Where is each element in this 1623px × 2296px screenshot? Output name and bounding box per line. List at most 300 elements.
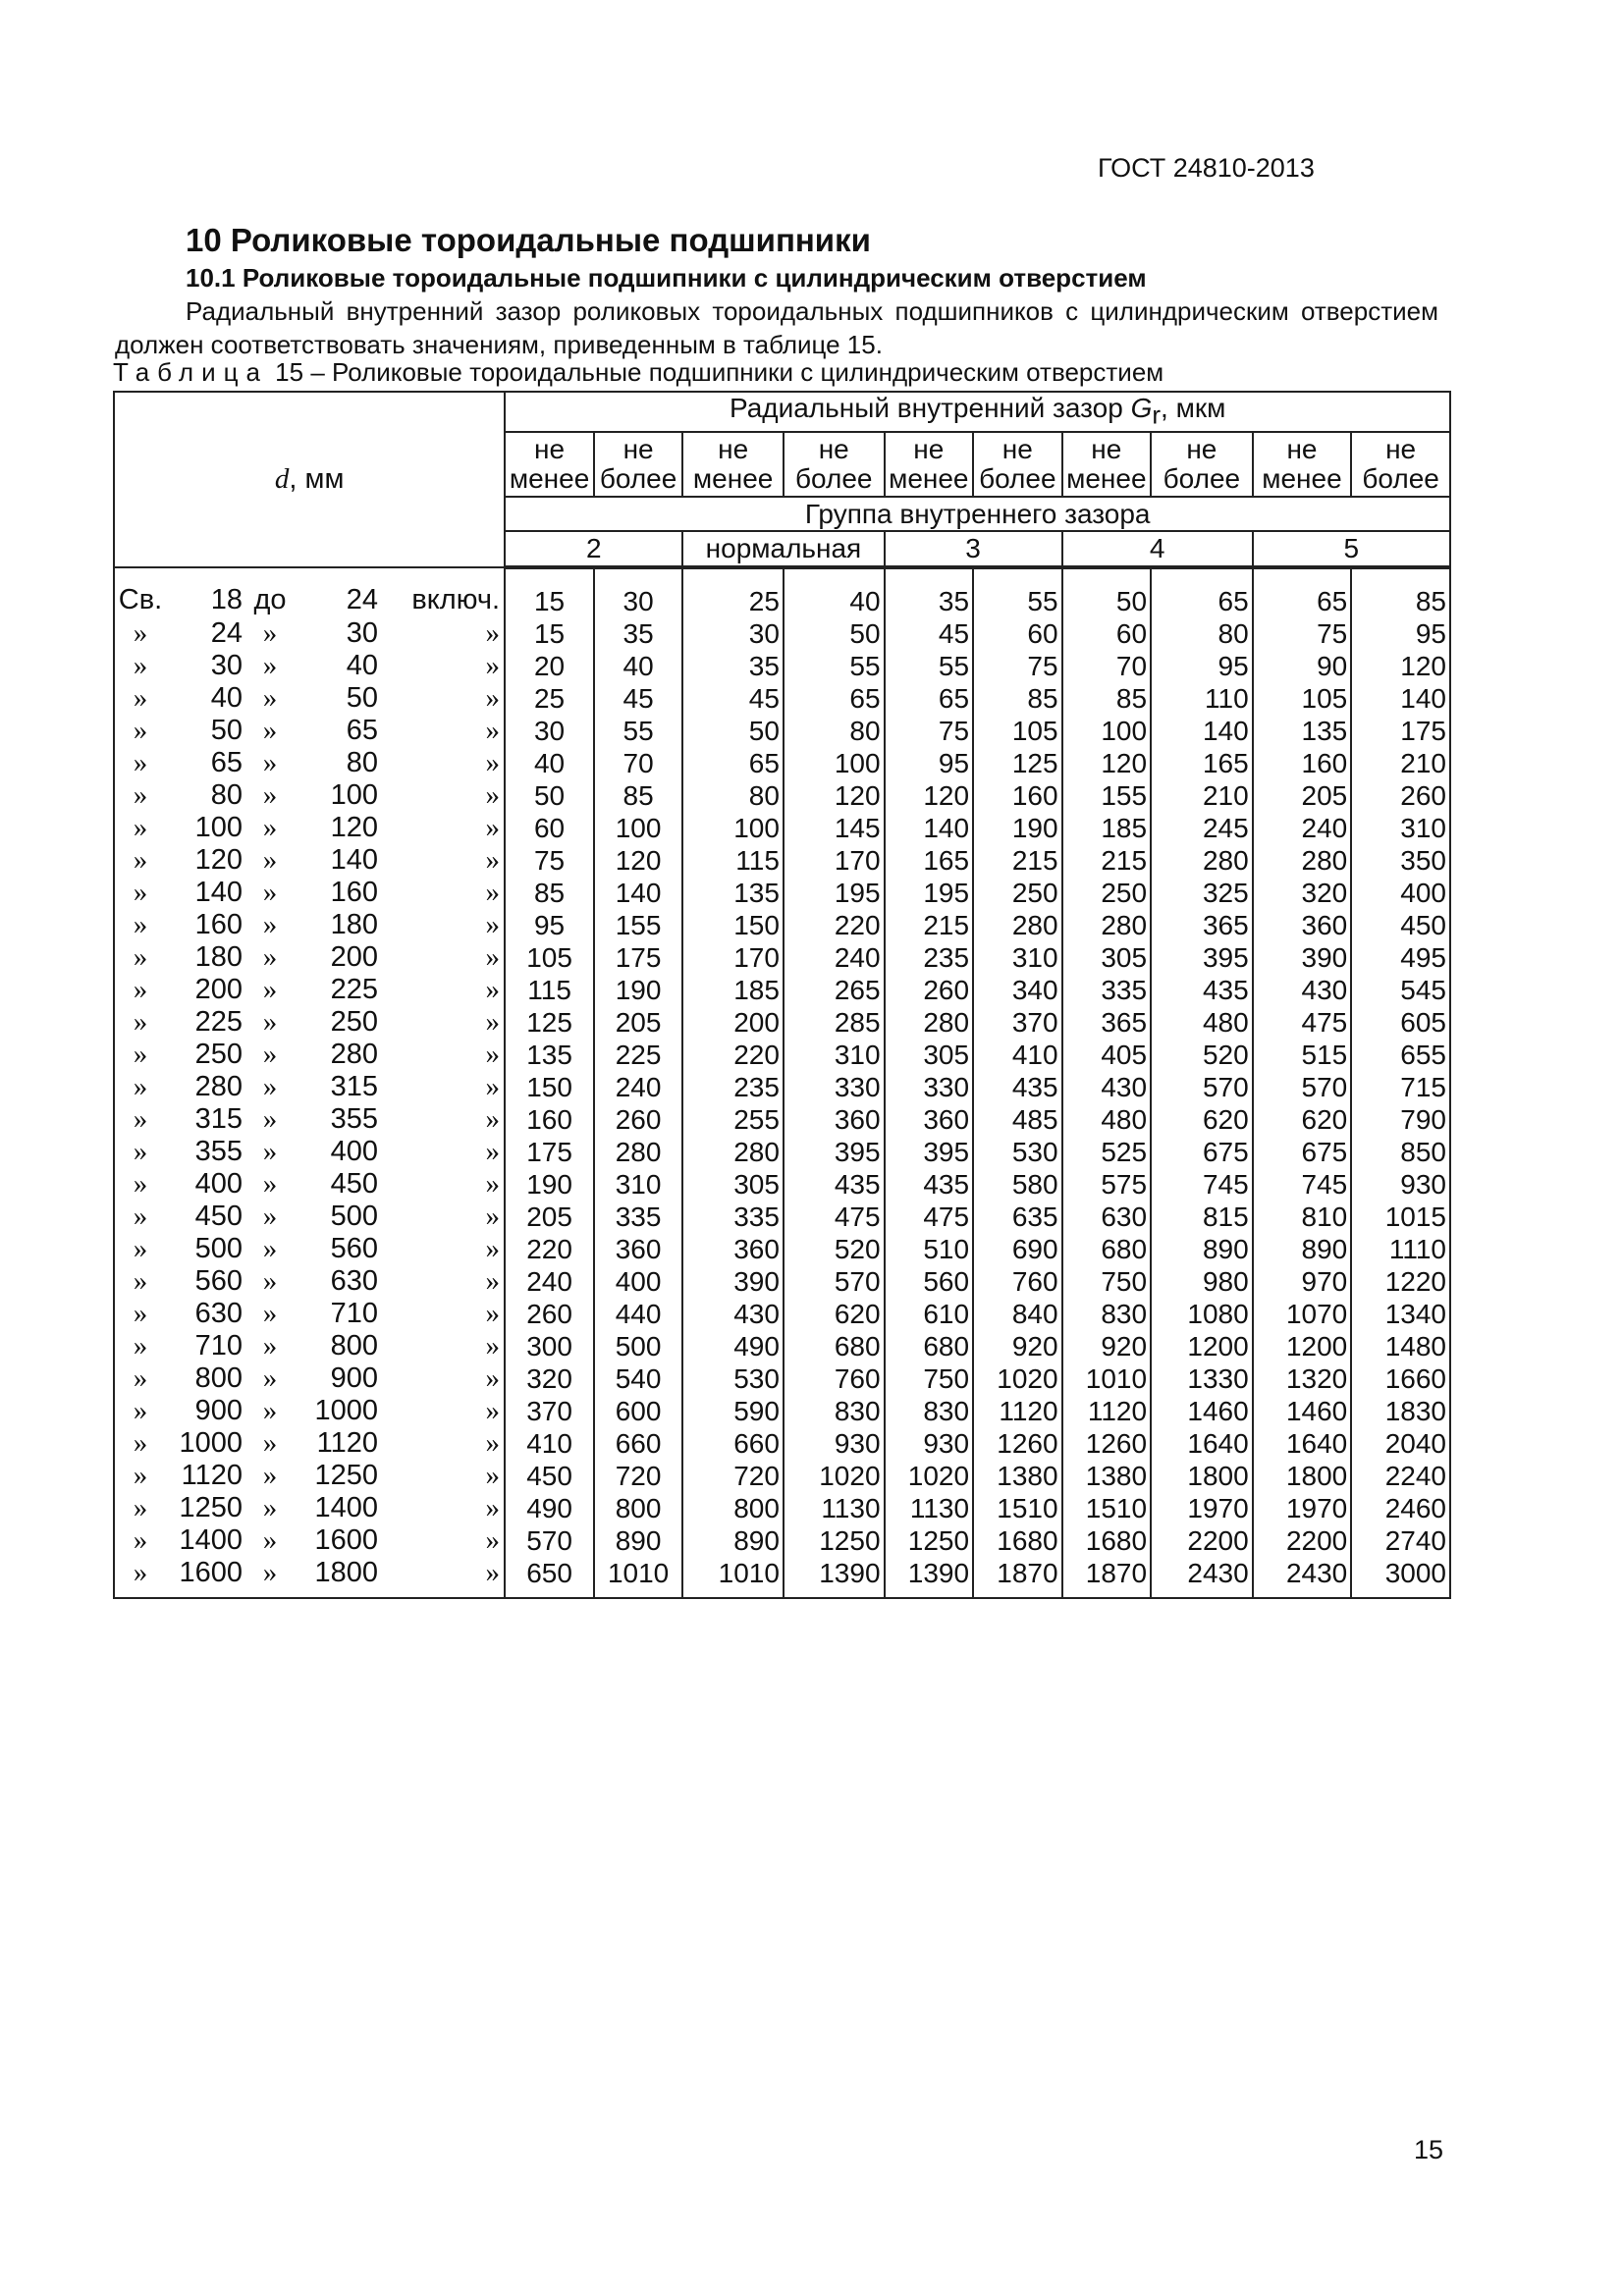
clearance-value: 250 <box>973 877 1062 909</box>
range-from: 355 <box>194 1135 243 1167</box>
clearance-value: 1250 <box>784 1524 885 1557</box>
clearance-value: 215 <box>885 909 974 941</box>
range-from: 710 <box>194 1329 243 1362</box>
clearance-value: 80 <box>682 779 784 812</box>
clearance-value: 155 <box>594 909 683 941</box>
clearance-value: 260 <box>505 1298 594 1330</box>
clearance-value: 1330 <box>1151 1362 1253 1395</box>
clearance-value: 1830 <box>1351 1395 1450 1427</box>
clearance-value: 100 <box>594 812 683 844</box>
clearance-value: 120 <box>1062 747 1152 779</box>
range-from: 900 <box>194 1394 243 1426</box>
range-to: 280 <box>330 1038 378 1070</box>
clearance-value: 490 <box>505 1492 594 1524</box>
range-suffix: » <box>485 1523 500 1556</box>
clearance-value: 515 <box>1253 1039 1352 1071</box>
diameter-range <box>114 1168 505 1201</box>
range-mid: » <box>262 1070 278 1102</box>
range-from: 40 <box>210 681 243 714</box>
clearance-value: 850 <box>1351 1136 1450 1168</box>
header-max <box>973 432 1062 497</box>
clearance-value: 1070 <box>1253 1298 1352 1330</box>
range-prefix: » <box>133 1491 148 1523</box>
clearance-value: 800 <box>682 1492 784 1524</box>
range-from: 500 <box>194 1232 243 1264</box>
range-to: 50 <box>346 681 378 714</box>
clearance-value: 1250 <box>885 1524 974 1557</box>
range-suffix: » <box>485 940 500 973</box>
range-from: 1120 <box>181 1459 243 1491</box>
clearance-value: 490 <box>682 1330 784 1362</box>
diameter-range <box>114 974 505 1006</box>
range-to: 100 <box>330 778 378 811</box>
range-prefix: » <box>133 746 148 778</box>
clearance-value: 45 <box>594 682 683 715</box>
range-mid: » <box>262 1523 278 1556</box>
clearance-value: 360 <box>885 1103 974 1136</box>
clearance-value: 365 <box>1062 1006 1152 1039</box>
document-code: ГОСТ 24810-2013 <box>1098 153 1315 183</box>
clearance-value: 45 <box>885 617 974 650</box>
clearance-value: 190 <box>594 974 683 1006</box>
diameter-range <box>114 617 505 650</box>
group-5: 5 <box>1253 531 1450 567</box>
range-suffix: » <box>485 1362 500 1394</box>
clearance-value: 435 <box>973 1071 1062 1103</box>
clearance-value: 75 <box>973 650 1062 682</box>
clearance-value: 1015 <box>1351 1201 1450 1233</box>
header-ne: не <box>1186 433 1217 464</box>
clearance-value: 545 <box>1351 974 1450 1006</box>
clearance-value: 140 <box>1151 715 1253 747</box>
header-ne: не <box>913 433 945 464</box>
range-mid: » <box>262 1264 278 1297</box>
header-ne: не <box>1001 433 1033 464</box>
clearance-value: 335 <box>1062 974 1152 1006</box>
range-prefix: » <box>133 681 148 714</box>
range-prefix: » <box>133 973 148 1005</box>
table-row <box>114 1233 1450 1265</box>
clearance-value: 60 <box>505 812 594 844</box>
clearance-value: 980 <box>1151 1265 1253 1298</box>
clearance-value: 35 <box>885 567 974 617</box>
clearance-value: 1010 <box>594 1557 683 1598</box>
clearance-value: 1800 <box>1151 1460 1253 1492</box>
clearance-value: 1680 <box>1062 1524 1152 1557</box>
range-to: 225 <box>330 973 378 1005</box>
clearance-value: 1460 <box>1151 1395 1253 1427</box>
range-to: 710 <box>330 1297 378 1329</box>
range-to: 1120 <box>316 1426 378 1459</box>
diameter-range <box>114 682 505 715</box>
clearance-value: 610 <box>885 1298 974 1330</box>
clearance-value: 260 <box>1351 779 1450 812</box>
range-to: 24 <box>346 584 378 616</box>
range-suffix: » <box>485 908 500 940</box>
clearance-value: 575 <box>1062 1168 1152 1201</box>
range-mid: » <box>262 1426 278 1459</box>
range-from: 100 <box>194 811 243 843</box>
range-mid: » <box>262 1362 278 1394</box>
header-bolee: более <box>599 462 677 494</box>
clearance-value: 2460 <box>1351 1492 1450 1524</box>
clearance-value: 120 <box>1351 650 1450 682</box>
range-suffix: » <box>485 1102 500 1135</box>
range-from: 18 <box>210 584 243 616</box>
page-number: 15 <box>1414 2135 1444 2164</box>
clearance-value: 520 <box>784 1233 885 1265</box>
clearance-value: 220 <box>682 1039 784 1071</box>
header-menee: менее <box>1066 462 1147 494</box>
clearance-value: 830 <box>1062 1298 1152 1330</box>
clearance-value: 15 <box>505 567 594 617</box>
clearance-value: 210 <box>1151 779 1253 812</box>
clearance-value: 650 <box>505 1557 594 1598</box>
clearance-value: 580 <box>973 1168 1062 1201</box>
clearance-value: 635 <box>973 1201 1062 1233</box>
clearance-value: 365 <box>1151 909 1253 941</box>
range-suffix: » <box>485 843 500 876</box>
clearance-value: 410 <box>973 1039 1062 1071</box>
range-from: 1400 <box>179 1523 243 1556</box>
clearance-value: 890 <box>682 1524 784 1557</box>
diameter-range <box>114 1395 505 1427</box>
range-to: 30 <box>346 616 378 649</box>
clearance-value: 810 <box>1253 1201 1352 1233</box>
clearance-value: 55 <box>784 650 885 682</box>
range-suffix: » <box>485 1200 500 1232</box>
clearance-value: 690 <box>973 1233 1062 1265</box>
header-bolee: более <box>979 462 1056 494</box>
clearance-value: 390 <box>1253 941 1352 974</box>
clearance-value: 280 <box>1253 844 1352 877</box>
header-ne: не <box>1286 433 1318 464</box>
diameter-range <box>114 909 505 941</box>
clearance-value: 240 <box>505 1265 594 1298</box>
clearance-value: 20 <box>505 650 594 682</box>
clearance-value: 815 <box>1151 1201 1253 1233</box>
diameter-range <box>114 1460 505 1492</box>
header-bolee: более <box>1163 462 1241 494</box>
table-row <box>114 1524 1450 1557</box>
clearance-value: 65 <box>885 682 974 715</box>
clearance-value: 305 <box>682 1168 784 1201</box>
range-mid: » <box>262 973 278 1005</box>
diameter-range <box>114 779 505 812</box>
clearance-value: 435 <box>784 1168 885 1201</box>
header-menee: менее <box>692 462 774 494</box>
table-row <box>114 1492 1450 1524</box>
clearance-value: 310 <box>973 941 1062 974</box>
clearance-value: 1220 <box>1351 1265 1450 1298</box>
clearance-value: 1120 <box>973 1395 1062 1427</box>
clearance-value: 110 <box>1151 682 1253 715</box>
range-to: 250 <box>330 1005 378 1038</box>
table-caption-text: 15 – Роликовые тороидальные подшипники с цилиндрическим отверстием <box>267 357 1164 387</box>
clearance-value: 400 <box>1351 877 1450 909</box>
range-prefix: » <box>133 1005 148 1038</box>
range-mid: до <box>253 584 287 616</box>
clearance-value: 530 <box>973 1136 1062 1168</box>
diameter-range <box>114 1006 505 1039</box>
range-prefix: » <box>133 616 148 649</box>
range-mid: » <box>262 1491 278 1523</box>
range-suffix: » <box>485 714 500 746</box>
range-prefix: » <box>133 1038 148 1070</box>
range-suffix: » <box>485 649 500 681</box>
range-from: 120 <box>194 843 243 876</box>
clearance-value: 520 <box>1151 1039 1253 1071</box>
clearance-value: 25 <box>682 567 784 617</box>
range-suffix: » <box>485 1264 500 1297</box>
range-from: 80 <box>210 778 243 811</box>
clearance-value: 395 <box>885 1136 974 1168</box>
range-mid: » <box>262 1556 278 1588</box>
clearance-value: 675 <box>1151 1136 1253 1168</box>
clearance-value: 590 <box>682 1395 784 1427</box>
clearance-value: 1320 <box>1253 1362 1352 1395</box>
clearance-value: 1080 <box>1151 1298 1253 1330</box>
range-to: 1800 <box>314 1556 378 1588</box>
range-mid: » <box>262 1167 278 1200</box>
table-row <box>114 1103 1450 1136</box>
header-clearance <box>505 392 1450 432</box>
clearance-value: 405 <box>1062 1039 1152 1071</box>
clearance-value: 720 <box>682 1460 784 1492</box>
clearance-value: 1870 <box>973 1557 1062 1598</box>
range-prefix: » <box>133 1232 148 1264</box>
range-from: 140 <box>194 876 243 908</box>
range-prefix: » <box>133 811 148 843</box>
clearance-value: 395 <box>1151 941 1253 974</box>
clearance-value: 105 <box>973 715 1062 747</box>
clearance-value: 1390 <box>784 1557 885 1598</box>
clearance-value: 185 <box>1062 812 1152 844</box>
clearance-value: 480 <box>1151 1006 1253 1039</box>
clearance-value: 30 <box>594 567 683 617</box>
clearance-value: 85 <box>1351 567 1450 617</box>
clearance-value: 220 <box>505 1233 594 1265</box>
clearance-value: 140 <box>885 812 974 844</box>
clearance-value: 105 <box>1253 682 1352 715</box>
table-row <box>114 1362 1450 1395</box>
clearance-value: 745 <box>1253 1168 1352 1201</box>
header-min <box>1062 432 1152 497</box>
range-prefix: » <box>133 1102 148 1135</box>
clearance-value: 150 <box>682 909 784 941</box>
clearance-value: 1130 <box>885 1492 974 1524</box>
clearance-value: 1120 <box>1062 1395 1152 1427</box>
clearance-value: 745 <box>1151 1168 1253 1201</box>
header-ne: не <box>818 433 849 464</box>
range-from: 800 <box>194 1362 243 1394</box>
clearance-value: 70 <box>1062 650 1152 682</box>
clearance-label: Радиальный внутренний зазор <box>729 393 1131 423</box>
clearance-value: 75 <box>1253 617 1352 650</box>
range-mid: » <box>262 1135 278 1167</box>
clearance-value: 390 <box>682 1265 784 1298</box>
range-prefix: » <box>133 714 148 746</box>
clearance-value: 620 <box>1253 1103 1352 1136</box>
range-to: 355 <box>330 1102 378 1135</box>
clearance-value: 2740 <box>1351 1524 1450 1557</box>
clearance-value: 235 <box>885 941 974 974</box>
clearance-value: 80 <box>784 715 885 747</box>
table-row <box>114 1168 1450 1201</box>
clearance-table <box>113 391 1451 1599</box>
clearance-value: 930 <box>885 1427 974 1460</box>
range-suffix: включ. <box>411 584 500 616</box>
clearance-value: 660 <box>594 1427 683 1460</box>
clearance-value: 45 <box>682 682 784 715</box>
clearance-value: 75 <box>885 715 974 747</box>
clearance-value: 165 <box>885 844 974 877</box>
range-suffix: » <box>485 1297 500 1329</box>
clearance-value: 335 <box>594 1201 683 1233</box>
clearance-value: 265 <box>784 974 885 1006</box>
range-from: 1000 <box>179 1426 243 1459</box>
clearance-value: 1110 <box>1351 1233 1450 1265</box>
clearance-value: 1800 <box>1253 1460 1352 1492</box>
clearance-value: 970 <box>1253 1265 1352 1298</box>
table-row <box>114 779 1450 812</box>
table-row <box>114 1201 1450 1233</box>
range-suffix: » <box>485 778 500 811</box>
range-to: 1250 <box>314 1459 378 1491</box>
clearance-value: 55 <box>973 567 1062 617</box>
clearance-value: 620 <box>1151 1103 1253 1136</box>
clearance-value: 1970 <box>1253 1492 1352 1524</box>
clearance-value: 225 <box>594 1039 683 1071</box>
clearance-value: 85 <box>505 877 594 909</box>
range-mid: » <box>262 1005 278 1038</box>
range-prefix: » <box>133 649 148 681</box>
clearance-value: 40 <box>505 747 594 779</box>
range-mid: » <box>262 1394 278 1426</box>
clearance-value: 410 <box>505 1427 594 1460</box>
clearance-value: 170 <box>784 844 885 877</box>
clearance-value: 120 <box>885 779 974 812</box>
clearance-value: 1660 <box>1351 1362 1450 1395</box>
clearance-value: 800 <box>594 1492 683 1524</box>
header-group: Группа внутреннего зазора <box>505 497 1450 531</box>
table-caption-label: Таблица <box>113 357 268 387</box>
table-row <box>114 1298 1450 1330</box>
range-mid: » <box>262 1200 278 1232</box>
table-row <box>114 909 1450 941</box>
range-prefix: » <box>133 908 148 940</box>
header-diameter <box>114 392 505 567</box>
clearance-value: 60 <box>973 617 1062 650</box>
clearance-value: 155 <box>1062 779 1152 812</box>
clearance-value: 790 <box>1351 1103 1450 1136</box>
clearance-value: 840 <box>973 1298 1062 1330</box>
clearance-value: 430 <box>682 1298 784 1330</box>
clearance-value: 655 <box>1351 1039 1450 1071</box>
range-prefix: » <box>133 1135 148 1167</box>
clearance-value: 200 <box>682 1006 784 1039</box>
clearance-value: 1260 <box>973 1427 1062 1460</box>
range-suffix: » <box>485 746 500 778</box>
range-from: 400 <box>194 1167 243 1200</box>
clearance-value: 160 <box>1253 747 1352 779</box>
range-suffix: » <box>485 811 500 843</box>
diameter-range <box>114 715 505 747</box>
clearance-value: 300 <box>505 1330 594 1362</box>
clearance-value: 100 <box>1062 715 1152 747</box>
range-prefix: » <box>133 1394 148 1426</box>
clearance-value: 40 <box>784 567 885 617</box>
clearance-value: 605 <box>1351 1006 1450 1039</box>
header-max <box>1351 432 1450 497</box>
clearance-value: 245 <box>1151 812 1253 844</box>
clearance-value: 95 <box>885 747 974 779</box>
range-suffix: » <box>485 1135 500 1167</box>
table-caption <box>113 357 1163 387</box>
range-to: 1600 <box>314 1523 378 1556</box>
clearance-value: 620 <box>784 1298 885 1330</box>
clearance-value: 55 <box>885 650 974 682</box>
range-from: 30 <box>210 649 243 681</box>
clearance-value: 500 <box>594 1330 683 1362</box>
clearance-value: 630 <box>1062 1201 1152 1233</box>
range-suffix: » <box>485 973 500 1005</box>
table-row <box>114 877 1450 909</box>
clearance-value: 1380 <box>1062 1460 1152 1492</box>
diameter-range <box>114 1103 505 1136</box>
range-suffix: » <box>485 616 500 649</box>
clearance-value: 325 <box>1151 877 1253 909</box>
range-suffix: » <box>485 1394 500 1426</box>
range-suffix: » <box>485 1167 500 1200</box>
range-mid: » <box>262 940 278 973</box>
range-mid: » <box>262 714 278 746</box>
clearance-value: 540 <box>594 1362 683 1395</box>
range-prefix: » <box>133 843 148 876</box>
diameter-range <box>114 650 505 682</box>
range-mid: » <box>262 1232 278 1264</box>
clearance-value: 100 <box>784 747 885 779</box>
header-max <box>1151 432 1253 497</box>
clearance-value: 255 <box>682 1103 784 1136</box>
diameter-range <box>114 1265 505 1298</box>
clearance-value: 280 <box>1151 844 1253 877</box>
clearance-value: 680 <box>1062 1233 1152 1265</box>
range-from: 250 <box>194 1038 243 1070</box>
range-mid: » <box>262 811 278 843</box>
range-suffix: » <box>485 876 500 908</box>
clearance-value: 335 <box>682 1201 784 1233</box>
clearance-value: 50 <box>682 715 784 747</box>
clearance-value: 890 <box>1253 1233 1352 1265</box>
header-ne: не <box>534 433 566 464</box>
header-ne: не <box>1091 433 1122 464</box>
range-from: 1250 <box>179 1491 243 1523</box>
range-from: 65 <box>210 746 243 778</box>
header-ne: не <box>1385 433 1417 464</box>
clearance-value: 140 <box>594 877 683 909</box>
range-to: 65 <box>346 714 378 746</box>
body-paragraph: Радиальный внутренний зазор роликовых тороидальных подшипников с цилиндрическим отверстием должен соответствовать значениям, приведенным в таблице 15. <box>115 296 1438 359</box>
clearance-value: 15 <box>505 617 594 650</box>
table-row <box>114 844 1450 877</box>
clearance-value: 1010 <box>682 1557 784 1598</box>
clearance-value: 235 <box>682 1071 784 1103</box>
clearance-value: 260 <box>885 974 974 1006</box>
clearance-value: 400 <box>594 1265 683 1298</box>
range-to: 630 <box>330 1264 378 1297</box>
clearance-value: 760 <box>784 1362 885 1395</box>
